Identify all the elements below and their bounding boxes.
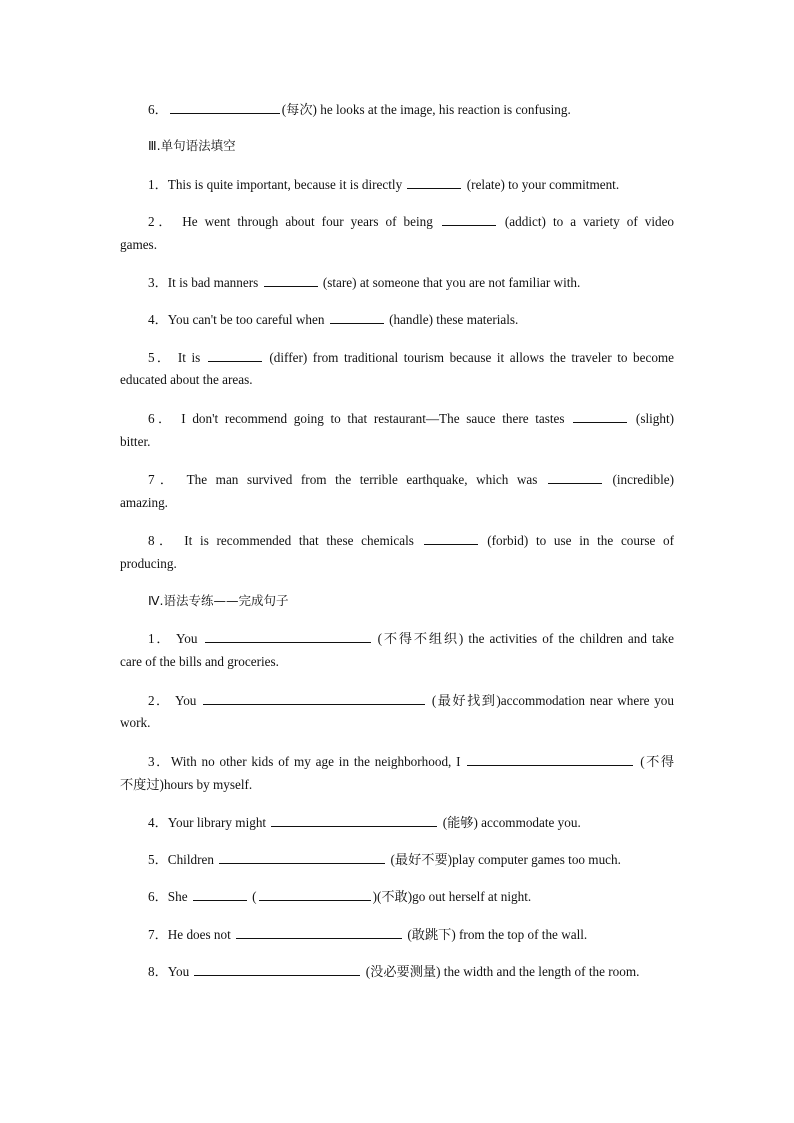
- hint: )(不敢): [372, 889, 413, 904]
- item-text: With no other kids of my age in the neighborhood, I: [170, 754, 466, 769]
- item-text: She: [167, 889, 191, 904]
- item-number: 1．: [148, 177, 168, 192]
- hint: (differ): [269, 350, 308, 365]
- hint: (敢跳下): [404, 927, 456, 942]
- item-text: he looks at the image, his reaction is confusing.: [316, 102, 571, 117]
- item-text: You: [176, 631, 203, 646]
- s4-item-4: [148, 814, 581, 831]
- hint: (slight): [635, 411, 675, 426]
- section-3-title: Ⅲ.单句语法填空: [148, 138, 236, 153]
- answer-blank[interactable]: [264, 274, 318, 287]
- item-number: 2．: [148, 214, 176, 229]
- item-text: You: [167, 964, 193, 979]
- hint: (addict): [504, 214, 546, 229]
- hint: (最好找到): [431, 693, 501, 708]
- item-text: these materials.: [433, 312, 519, 327]
- item-text: (: [248, 889, 257, 904]
- item-number: 6．: [148, 889, 168, 904]
- answer-blank[interactable]: [330, 311, 384, 324]
- item-number: 8．: [148, 533, 177, 548]
- s4-item-8: [148, 963, 639, 980]
- hint: (relate): [463, 177, 505, 192]
- answer-blank[interactable]: [271, 814, 437, 827]
- item-number: 3．: [148, 754, 171, 769]
- s4-item-2-cont: work.: [120, 715, 151, 730]
- item-text: play computer games too much.: [452, 852, 621, 867]
- item-text: accommodate you.: [477, 815, 581, 830]
- answer-blank[interactable]: [573, 410, 627, 423]
- s3-item-4: [148, 311, 518, 328]
- answer-blank[interactable]: [205, 630, 371, 643]
- item-number: 3．: [148, 275, 168, 290]
- hint: (forbid): [487, 533, 529, 548]
- top-item-6: [148, 101, 571, 118]
- item-text: Your library might: [167, 815, 270, 830]
- item-number: 7．: [148, 927, 168, 942]
- s3-item-6-cont: bitter.: [120, 434, 151, 449]
- item-text: from traditional tourism because it allows the traveler to become: [312, 350, 675, 365]
- answer-blank[interactable]: [219, 851, 385, 864]
- item-number: 7．: [148, 472, 179, 487]
- item-text: You can't be too careful when: [167, 312, 328, 327]
- hint: (不得: [640, 754, 675, 769]
- item-text: It is: [177, 350, 206, 365]
- s4-item-2: [120, 692, 674, 709]
- answer-blank[interactable]: [467, 753, 633, 766]
- s3-item-2: [120, 213, 674, 230]
- answer-blank[interactable]: [194, 963, 360, 976]
- item-number: 6．: [148, 411, 175, 426]
- answer-blank[interactable]: [442, 213, 496, 226]
- s3-item-7: [120, 471, 674, 488]
- item-text: The man survived from the terrible earthquake, which was: [186, 472, 546, 487]
- s3-item-1: [148, 176, 619, 193]
- s3-item-2-cont: games.: [120, 237, 157, 252]
- s3-item-3: [148, 274, 580, 291]
- hint: (最好不要): [387, 852, 453, 867]
- item-text: He went through about four years of being: [182, 214, 440, 229]
- item-text: from the top of the wall.: [455, 927, 588, 942]
- s3-item-8-cont: producing.: [120, 556, 177, 571]
- item-number: 8．: [148, 964, 168, 979]
- item-text: accommodation near where you: [500, 693, 674, 708]
- section-4-title: Ⅳ.语法专练——完成句子: [148, 593, 289, 608]
- hint: (每次): [281, 102, 317, 117]
- item-text: the activities of the children and take: [468, 631, 675, 646]
- hint: (不得不组织): [377, 631, 464, 646]
- item-number: 4．: [148, 815, 168, 830]
- s3-item-7-cont: amazing.: [120, 495, 168, 510]
- answer-blank[interactable]: [208, 349, 262, 362]
- item-number: 5．: [148, 350, 173, 365]
- answer-blank[interactable]: [424, 532, 478, 545]
- answer-blank[interactable]: [407, 176, 461, 189]
- item-text: Children: [167, 852, 218, 867]
- s4-item-6: [148, 888, 531, 905]
- s3-item-5: [120, 349, 674, 366]
- item-number: 5．: [148, 852, 168, 867]
- s4-item-7: [148, 926, 587, 943]
- item-text: You: [175, 693, 202, 708]
- item-text: to a variety of video: [552, 214, 675, 229]
- hint: (stare): [319, 275, 357, 290]
- item-number: 6．: [148, 102, 168, 117]
- answer-blank[interactable]: [548, 471, 602, 484]
- item-text: It is bad manners: [167, 275, 262, 290]
- item-text: go out herself at night.: [412, 889, 532, 904]
- item-text: He does not: [167, 927, 235, 942]
- s4-item-1: [120, 630, 674, 647]
- item-text: the width and the length of the room.: [440, 964, 640, 979]
- s3-item-8: [120, 532, 674, 549]
- item-text: at someone that you are not familiar with.: [356, 275, 581, 290]
- item-text: to use in the course of: [535, 533, 675, 548]
- answer-blank-1[interactable]: [193, 888, 247, 901]
- item-number: 2．: [148, 693, 171, 708]
- s4-item-3: [120, 753, 674, 770]
- s3-item-5-cont: educated about the areas.: [120, 372, 253, 387]
- answer-blank[interactable]: [170, 101, 280, 114]
- item-number: 1．: [148, 631, 172, 646]
- item-text: to your commitment.: [504, 177, 620, 192]
- s3-item-6: [120, 410, 674, 427]
- s4-item-5: [148, 851, 621, 868]
- answer-blank[interactable]: [236, 926, 402, 939]
- hint: (能够): [439, 815, 478, 830]
- hint: (没必要测量): [362, 964, 441, 979]
- hint: (incredible): [612, 472, 675, 487]
- answer-blank-2[interactable]: [259, 888, 371, 901]
- s4-item-3-cont: 不度过)hours by myself.: [120, 777, 253, 792]
- item-text: It is recommended that these chemicals: [184, 533, 422, 548]
- s4-item-1-cont: care of the bills and groceries.: [120, 654, 279, 669]
- answer-blank[interactable]: [203, 692, 425, 705]
- hint: (handle): [385, 312, 433, 327]
- item-text: This is quite important, because it is directly: [167, 177, 406, 192]
- item-number: 4．: [148, 312, 168, 327]
- item-text: I don't recommend going to that restaurant—The sauce there tastes: [181, 411, 572, 426]
